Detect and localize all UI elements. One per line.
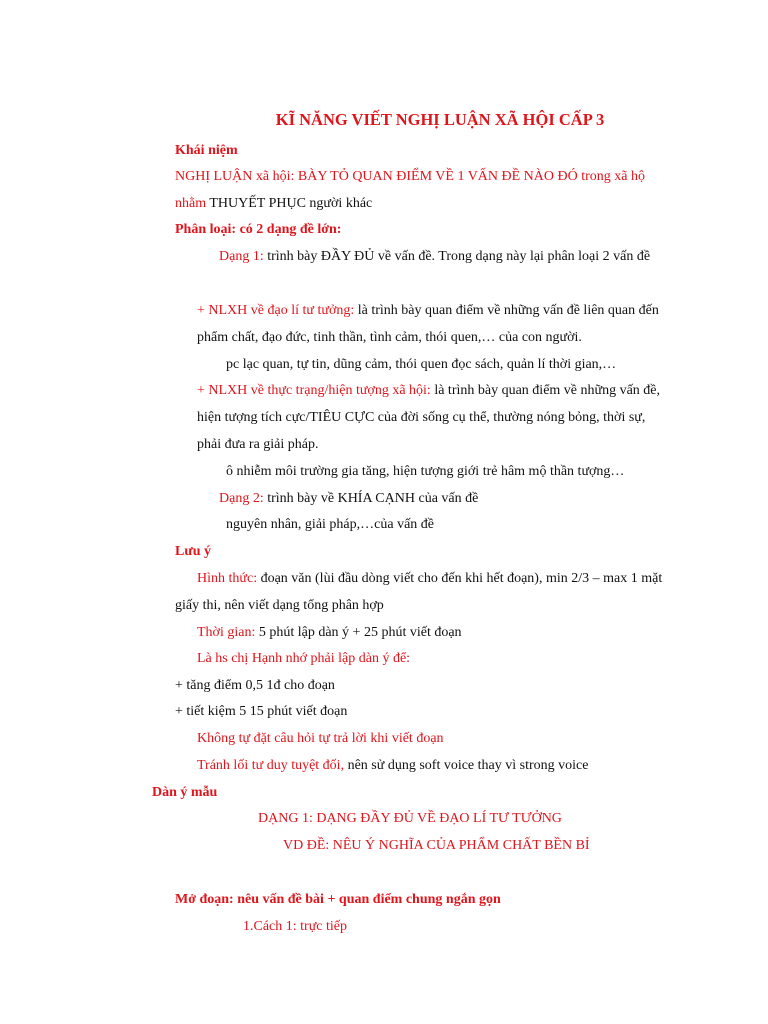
tranh-line — [197, 757, 588, 775]
heading-dan-y-mau: Dàn ý mẫu — [152, 785, 218, 800]
hinh-thuc-text-1: đoạn văn (lùi đầu dòng viết cho đến khi hết đoạn), min 2/3 – max 1 mặt — [257, 571, 663, 586]
mo-doan-heading: Mở đoạn: nêu vấn đề bài + quan điểm chung ngắn gọn — [175, 892, 501, 907]
heading-luu-y: Lưu ý — [175, 544, 212, 559]
dang-2-line — [219, 490, 478, 508]
thoi-gian-text: 5 phút lập dàn ý + 25 phút viết đoạn — [255, 625, 462, 640]
dang-1-heading-line: DẠNG 1: DẠNG ĐẦY ĐỦ VỀ ĐẠO LÍ TƯ TƯỞNG — [258, 811, 562, 826]
vd-de-line: VD ĐỀ: NÊU Ý NGHĨA CỦA PHẨM CHẤT BỀN BỈ — [283, 838, 590, 853]
cach-1-line: 1.Cách 1: trực tiếp — [243, 919, 348, 934]
dang-1-label: Dạng 1: — [219, 249, 264, 264]
hinh-thuc-line-2: giấy thi, nên viết dạng tổng phân hợp — [175, 598, 384, 613]
thuc-trang-text-1: là trình bày quan điểm về những vấn đề, — [430, 383, 661, 398]
thuc-trang-line-3: phải đưa ra giải pháp. — [197, 437, 319, 452]
dao-li-label: + NLXH về đạo lí tư tưởng: — [197, 303, 355, 318]
thuc-trang-example: ô nhiễm môi trường gia tăng, hiện tượng giới trẻ hâm mộ thần tượng… — [226, 464, 625, 479]
khai-niem-line-2 — [175, 195, 372, 213]
thoi-gian-label: Thời gian: — [197, 625, 256, 640]
heading-khai-niem: Khái niệm — [175, 143, 238, 158]
dang-1-line — [219, 248, 650, 266]
khai-niem-line-2-black: THUYẾT PHỤC người khác — [206, 196, 373, 211]
bullet-tang-diem: + tăng điểm 0,5 1đ cho đoạn — [175, 678, 335, 693]
document-title: KĨ NĂNG VIẾT NGHỊ LUẬN XÃ HỘI CẤP 3 — [275, 110, 605, 129]
hinh-thuc-line-1 — [197, 570, 662, 588]
khai-niem-line-2-red: nhằm — [175, 196, 207, 211]
khai-niem-line-1: NGHỊ LUẬN xã hội: BÀY TỎ QUAN ĐIỂM VỀ 1 VẤN ĐỀ NÀO ĐÓ trong xã hộ — [175, 169, 645, 184]
thoi-gian-line — [197, 624, 462, 642]
dang-2-example: nguyên nhân, giải pháp,…của vấn đề — [226, 517, 434, 532]
thuc-trang-label: + NLXH về thực trạng/hiện tượng xã hội: — [197, 383, 431, 398]
tranh-text: nên sử dụng soft voice thay vì strong voice — [344, 758, 589, 773]
dao-li-line-1 — [197, 302, 659, 320]
thuc-trang-line-2: hiện tượng tích cực/TIÊU CỰC của đời sống cụ thể, thường nóng bỏng, thời sự, — [197, 410, 646, 425]
dao-li-line-2: phẩm chất, đạo đức, tinh thần, tình cảm, thói quen,… của con người. — [197, 330, 582, 345]
tranh-label: Tránh lối tư duy tuyệt đối, — [197, 758, 345, 773]
dang-1-text: trình bày ĐẦY ĐỦ về vấn đề. Trong dạng này lại phân loại 2 vấn đề — [263, 249, 651, 264]
hinh-thuc-label: Hình thức: — [197, 571, 258, 586]
thuc-trang-line-1 — [197, 382, 660, 400]
heading-phan-loai: Phân loại: có 2 dạng đề lớn: — [175, 222, 342, 237]
hs-note: Là hs chị Hạnh nhớ phải lập dàn ý để: — [197, 651, 411, 666]
khong-tu-dat-line: Không tự đặt câu hỏi tự trả lời khi viết đoạn — [197, 731, 444, 746]
dang-2-label: Dạng 2: — [219, 491, 264, 506]
dao-li-text-1: là trình bày quan điểm về những vấn đề liên quan đến — [354, 303, 659, 318]
bullet-tiet-kiem: + tiết kiệm 5 15 phút viết đoạn — [175, 704, 348, 719]
dang-2-text: trình bày về KHÍA CẠNH của vấn đề — [263, 491, 479, 506]
dao-li-example: pc lạc quan, tự tin, dũng cảm, thói quen đọc sách, quản lí thời gian,… — [226, 357, 617, 372]
